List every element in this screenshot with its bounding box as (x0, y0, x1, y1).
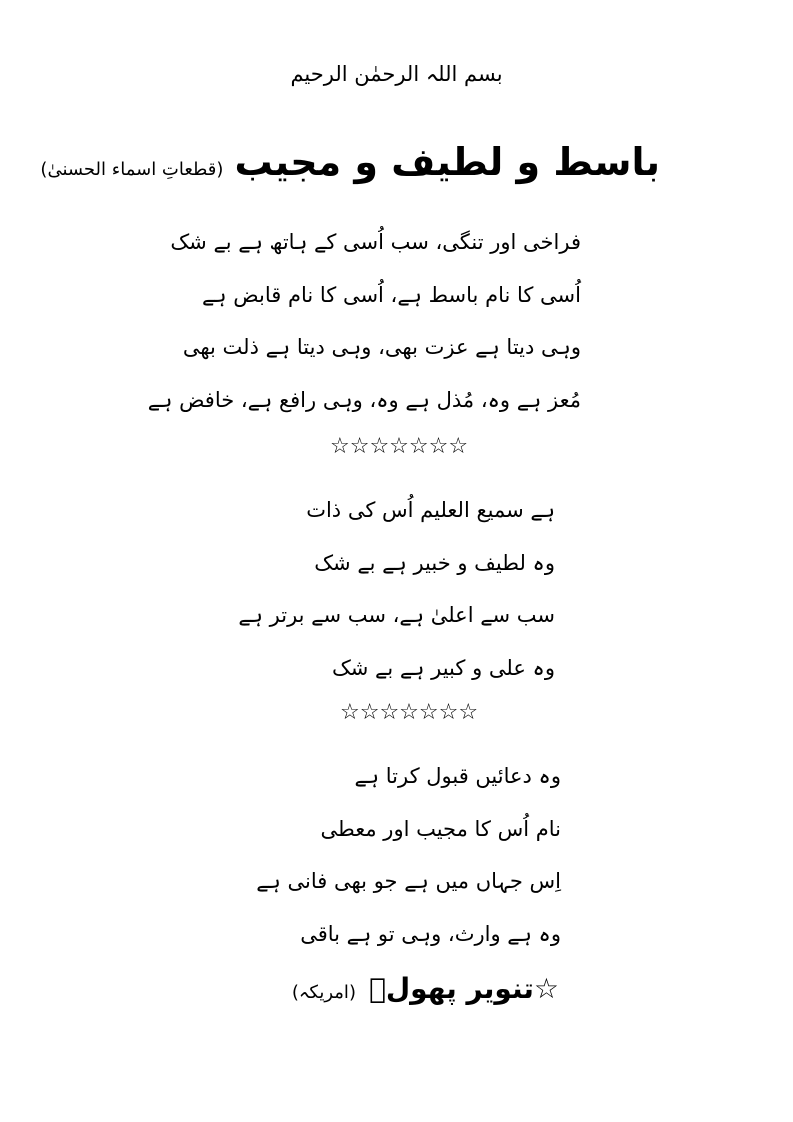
verse-line: اُسی کا نام باسط ہے، اُسی کا نام قابض ہے (201, 282, 581, 307)
verse-line: اِس جہاں میں ہے جو بھی فانی ہے (256, 869, 561, 893)
verse-line: وہ لطیف و خبیر ہے بے شک (314, 550, 555, 575)
stanza-1 (147, 216, 581, 426)
verse-line: ہے سمیع العلیم اُس کی ذات (306, 498, 555, 522)
poet-location: (امریکہ) (291, 982, 356, 1003)
verse-line: مُعز ہے وہ، مُذل ہے وہ، وہی رافع ہے، خافض ہے (147, 387, 581, 412)
poet-name: ☆تنویر پھولؔ (369, 972, 559, 1005)
verse-line: وہی دیتا ہے عزت بھی، وہی دیتا ہے ذلت بھی (182, 335, 581, 359)
title-main: باسط و لطیف و مجیب (234, 140, 660, 184)
verse-line: نام اُس کا مجیب اور معطی (320, 816, 561, 841)
title-subtitle: (قطعاتِ اسماء الحسنیٰ) (40, 159, 224, 180)
star-separator: ☆☆☆☆☆☆☆ (340, 700, 479, 725)
verse-line: وہ علی و کبیر ہے بے شک (331, 655, 555, 680)
stanza-3 (256, 750, 561, 960)
verse-line: سب سے اعلیٰ ہے، سب سے برتر ہے (238, 603, 555, 627)
verse-line: فراخی اور تنگی، سب اُسی کے ہاتھ ہے بے شک (170, 230, 581, 254)
verse-line: وہ دعائیں قبول کرتا ہے (354, 764, 561, 788)
bismillah-heading: بسم اللہ الرحمٰن الرحیم (290, 62, 503, 86)
poem-title (40, 140, 660, 184)
poet-signature (291, 972, 559, 1005)
verse-line: وہ ہے وارث، وہی تو ہے باقی (300, 921, 561, 946)
star-separator: ☆☆☆☆☆☆☆ (330, 434, 469, 459)
stanza-2 (238, 484, 555, 694)
